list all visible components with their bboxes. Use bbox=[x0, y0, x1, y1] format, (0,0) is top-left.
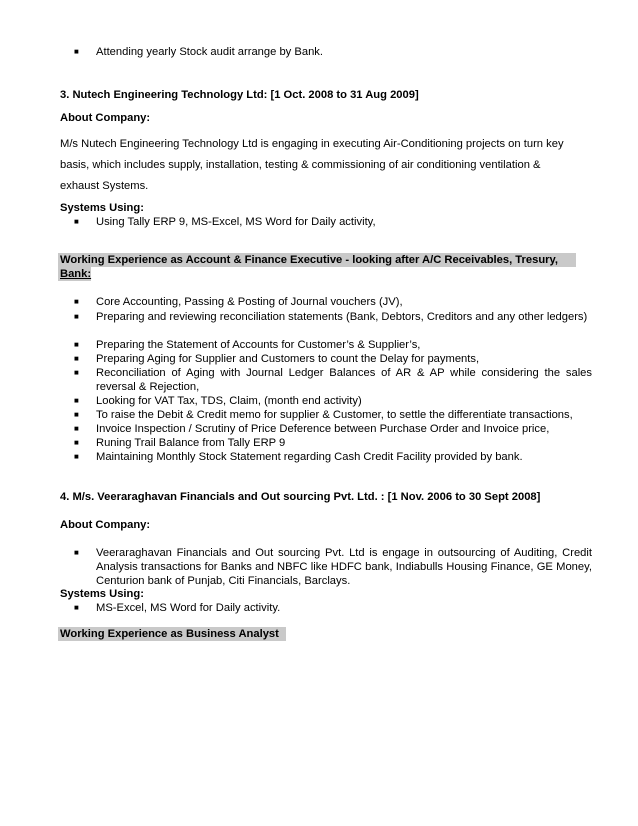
section-3-about-line-2: basis, which includes supply, installation, testing & commissioning of air conditioning ventilation & bbox=[60, 159, 541, 171]
work-exp-2-heading: Working Experience as Business Analyst bbox=[60, 628, 279, 640]
work-exp-1-item: To raise the Debit & Credit memo for supplier & Customer, to settle the differentiate transactions, bbox=[96, 409, 573, 421]
bullet-marker: ■ bbox=[74, 396, 79, 405]
work-exp-1-item: Looking for VAT Tax, TDS, Claim, (month end activity) bbox=[96, 395, 362, 407]
bullet-marker: ■ bbox=[74, 424, 79, 433]
work-exp-1-item: Maintaining Monthly Stock Statement regarding Cash Credit Facility provided by bank. bbox=[96, 451, 523, 463]
section-3-about-line-3: exhaust Systems. bbox=[60, 180, 149, 192]
bullet-marker: ■ bbox=[74, 47, 79, 56]
work-exp-1-item: Invoice Inspection / Scrutiny of Price Deference between Purchase Order and Invoice price, bbox=[96, 423, 550, 435]
section-3-about-line-1: M/s Nutech Engineering Technology Ltd is engaging in executing Air-Conditioning projects on turn key bbox=[60, 138, 564, 150]
work-exp-1-item: Core Accounting, Passing & Posting of Journal vouchers (JV), bbox=[96, 296, 403, 308]
section-4-heading: 4. M/s. Veeraraghavan Financials and Out sourcing Pvt. Ltd. : [1 Nov. 2006 to 30 Sept 2008] bbox=[60, 491, 541, 503]
bullet-marker: ■ bbox=[74, 548, 79, 557]
section-3-heading: 3. Nutech Engineering Technology Ltd: [1 Oct. 2008 to 31 Aug 2009] bbox=[60, 89, 419, 101]
bullet-marker: ■ bbox=[74, 312, 79, 321]
section-4-about-label: About Company: bbox=[60, 519, 151, 531]
bullet-marker: ■ bbox=[74, 297, 79, 306]
bullet-marker: ■ bbox=[74, 368, 79, 377]
section-3-systems-item: Using Tally ERP 9, MS-Excel, MS Word for Daily activity, bbox=[96, 216, 376, 228]
bullet-marker: ■ bbox=[74, 217, 79, 226]
work-exp-1-item: Reconciliation of Aging with Journal Ledger Balances of AR & AP while considering the sales reversal & Rejection, bbox=[96, 367, 592, 393]
bullet-marker: ■ bbox=[74, 438, 79, 447]
bullet-marker: ■ bbox=[74, 603, 79, 612]
section-4-systems-item: MS-Excel, MS Word for Daily activity. bbox=[96, 602, 281, 614]
work-exp-1-heading-line-1: Working Experience as Account & Finance Executive - looking after A/C Receivables, Tresury, bbox=[60, 254, 559, 266]
work-exp-1-heading-line-2: Bank: bbox=[60, 268, 92, 280]
work-exp-1-item: Preparing Aging for Supplier and Customers to count the Delay for payments, bbox=[96, 353, 480, 365]
section-4-systems-label: Systems Using: bbox=[60, 588, 144, 600]
section-3-about-label: About Company: bbox=[60, 112, 151, 124]
section-3-systems-label: Systems Using: bbox=[60, 202, 144, 214]
bullet-marker: ■ bbox=[74, 410, 79, 419]
top-bullet-text: Attending yearly Stock audit arrange by Bank. bbox=[96, 46, 323, 58]
bullet-marker: ■ bbox=[74, 340, 79, 349]
work-exp-1-item: Preparing and reviewing reconciliation statements (Bank, Debtors, Creditors and any other ledgers) bbox=[96, 311, 588, 323]
section-4-about-item: Veeraraghavan Financials and Out sourcing Pvt. Ltd is engage in outsourcing of Auditing, Credit Analysis transactions for Banks and NBFC like HDFC bank, Indiabulls Housing Finance, GE Money, Centurion bank of Punjab, Citi Financials, Barclays. bbox=[96, 547, 592, 587]
bullet-marker: ■ bbox=[74, 354, 79, 363]
work-exp-1-item: Runing Trail Balance from Tally ERP 9 bbox=[96, 437, 286, 449]
work-exp-1-item: Preparing the Statement of Accounts for Customer’s & Supplier’s, bbox=[96, 339, 421, 351]
bullet-marker: ■ bbox=[74, 452, 79, 461]
